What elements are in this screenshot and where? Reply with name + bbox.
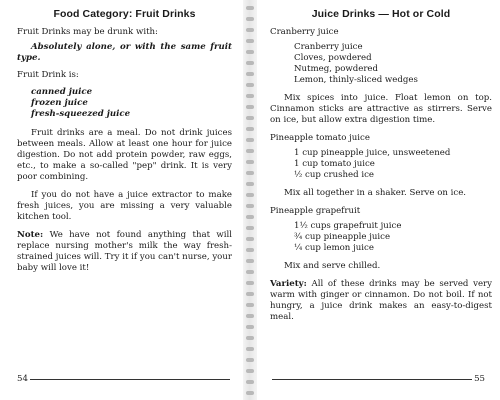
variety-text: All of these drinks may be served very warm with ginger or cinnamon. Do not boil. If not hungry, a juice drink makes an easy-to-digest meal. [270, 279, 492, 322]
list-item: fresh-squeezed juice [31, 109, 131, 119]
binding-coil [246, 116, 254, 120]
page-number: 54 [17, 374, 28, 384]
meal-paragraph: Fruit drinks are a meal. Do not drink juices between meals. Allow at least one hour for juice digestion. Do not add protein powder, raw eggs, etc., to make a so-called "pep" drink. It is very poor combining. [17, 128, 232, 182]
binding-coil [246, 149, 254, 153]
recipe-title: Pineapple grapefruit [270, 206, 361, 216]
recipe-instructions: Mix spices into juice. Float lemon on top. Cinnamon sticks are attractive as stirrers. Serve on ice, but allow extra digestion time. [270, 93, 492, 125]
list-item: frozen juice [31, 98, 88, 108]
binding-coil [246, 138, 254, 142]
ingredient: Cranberry juice [294, 42, 363, 52]
binding-coil [246, 303, 254, 307]
footer-rule [272, 379, 472, 380]
spiral-binding [243, 0, 257, 400]
ingredient-list [294, 221, 492, 254]
ingredient: 1 cup tomato juice [294, 159, 375, 169]
binding-coil [246, 171, 254, 175]
binding-coil [246, 358, 254, 362]
binding-coil [246, 50, 254, 54]
binding-coil [246, 380, 254, 384]
binding-coil [246, 369, 254, 373]
binding-coil [246, 226, 254, 230]
binding-coil [246, 248, 254, 252]
variety-label: Variety: [270, 279, 307, 289]
binding-coil [246, 160, 254, 164]
binding-coil [246, 94, 254, 98]
left-page [0, 0, 242, 400]
binding-coil [246, 281, 254, 285]
binding-coil [246, 237, 254, 241]
footer-rule [30, 379, 230, 380]
binding-coil [246, 270, 254, 274]
left-footer [17, 374, 232, 384]
note-text: We have not found anything that will replace nursing mother's milk the way fresh-strained juices will. Try it if you can't nurse, your baby will love it! [17, 230, 233, 273]
list-item: canned juice [31, 87, 93, 97]
recipe-title: Pineapple tomato juice [270, 133, 370, 143]
binding-coil [246, 72, 254, 76]
binding-coil [246, 39, 254, 43]
right-page-heading: Juice Drinks — Hot or Cold [311, 8, 451, 20]
binding-coil [246, 314, 254, 318]
ingredient: 1 cup pineapple juice, unsweetened [294, 148, 451, 158]
binding-coil [246, 391, 254, 395]
binding-coil [246, 6, 254, 10]
binding-coil [246, 193, 254, 197]
binding-coil [246, 204, 254, 208]
ingredient: 1½ cups grapefruit juice [294, 221, 402, 231]
recipe-instructions: Mix and serve chilled. [284, 261, 381, 271]
extractor-paragraph: If you do not have a juice extractor to make fresh juices, you are missing a very valuable kitchen tool. [17, 190, 232, 222]
binding-coil [246, 127, 254, 131]
note-label: Note: [17, 230, 44, 240]
right-footer [270, 374, 485, 384]
ingredient-list [294, 148, 492, 181]
recipe-instructions: Mix all together in a shaker. Serve on ice. [284, 188, 467, 198]
binding-coil [246, 259, 254, 263]
ingredient: Cloves, powdered [294, 53, 372, 63]
fruit-drink-list [31, 87, 232, 120]
binding-coil [246, 83, 254, 87]
ingredient-list [294, 42, 492, 86]
binding-coil [246, 292, 254, 296]
binding-coil [246, 61, 254, 65]
binding-coil [246, 325, 254, 329]
binding-coil [246, 347, 254, 351]
fruit-drink-is-line: Fruit Drink is: [17, 70, 79, 80]
right-page [258, 0, 500, 400]
binding-coil [246, 182, 254, 186]
ingredient: ½ cup crushed ice [294, 170, 375, 180]
ingredient: ¼ cup lemon juice [294, 243, 374, 253]
ingredient: Lemon, thinly-sliced wedges [294, 75, 418, 85]
combining-rule: Absolutely alone, or with the same fruit type. [17, 42, 232, 63]
page-number: 55 [474, 374, 485, 384]
ingredient: ¾ cup pineapple juice [294, 232, 391, 242]
binding-coil [246, 336, 254, 340]
intro-line: Fruit Drinks may be drunk with: [17, 27, 158, 37]
left-page-heading: Food Category: Fruit Drinks [53, 8, 196, 20]
binding-coil [246, 28, 254, 32]
binding-coil [246, 215, 254, 219]
variety-paragraph [270, 279, 492, 323]
binding-coil [246, 17, 254, 21]
ingredient: Nutmeg, powdered [294, 64, 379, 74]
recipe-title: Cranberry juice [270, 27, 339, 37]
note-paragraph [17, 230, 232, 274]
binding-coil [246, 105, 254, 109]
